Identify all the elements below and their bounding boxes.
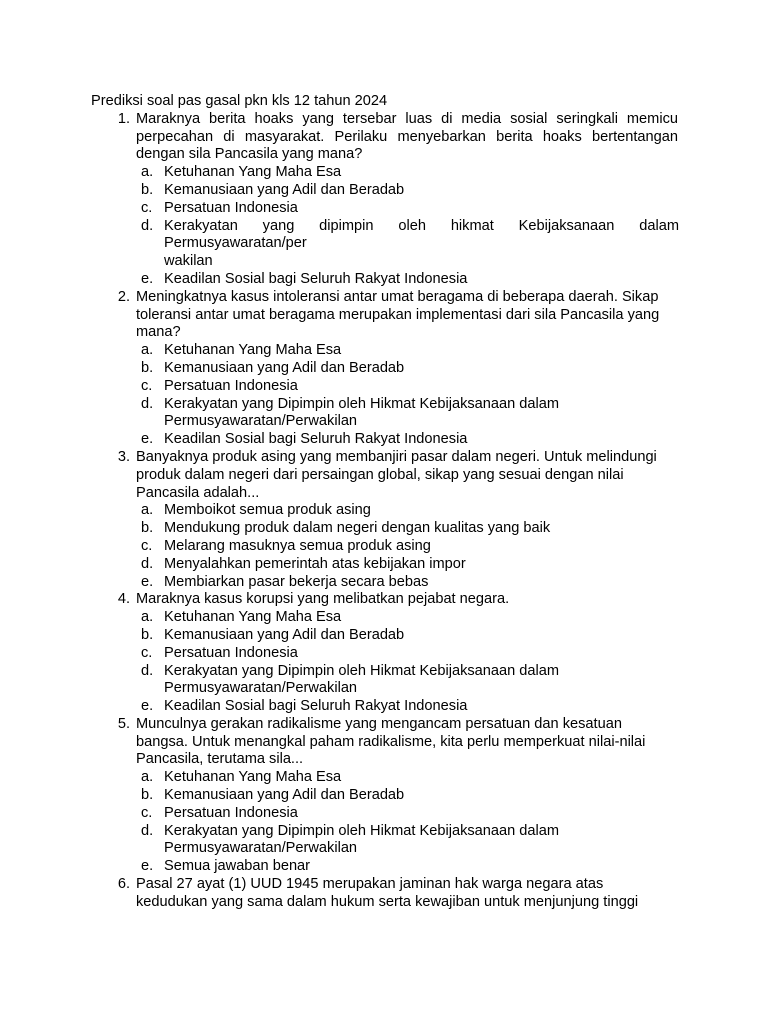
option-text: Persatuan Indonesia [164,377,298,394]
question-number: 5. [117,715,130,732]
option-b [136,787,679,805]
option-letter: e. [141,858,154,875]
option-b [136,520,679,538]
option-text: Melarang masuknya semua produk asing [164,537,431,554]
option-text: Kerakyatan yang Dipimpin oleh Hikmat Kebijaksanaan dalam Permusyawaratan/Perwakilan [164,822,560,857]
option-letter: e. [141,573,154,590]
option-letter: c. [141,377,153,394]
document-title: Prediksi soal pas gasal pkn kls 12 tahun 2024 [91,93,388,109]
option-text: Kerakyatan yang Dipimpin oleh Hikmat Kebijaksanaan dalam Permusyawaratan/Perwakilan [164,395,560,430]
question-number: 4. [117,591,130,608]
option-c [136,805,679,823]
question-number: 3. [117,448,130,465]
option-letter: a. [141,502,154,519]
option-letter: e. [141,270,154,287]
option-d [136,823,679,859]
option-letter: e. [141,431,154,448]
option-list [136,609,679,716]
option-e [136,858,679,876]
option-text: Persatuan Indonesia [164,644,298,661]
option-c [136,200,679,218]
option-d [136,663,679,699]
option-d [136,556,679,574]
option-letter: a. [141,342,154,359]
option-list [136,164,679,289]
question-6 [91,876,679,912]
option-a [136,609,679,627]
option-letter: b. [141,181,154,198]
option-letter: d. [141,555,154,572]
option-e [136,271,679,289]
option-text: Menyalahkan pemerintah atas kebijakan impor [164,555,466,572]
option-letter: c. [141,537,153,554]
option-text: Membiarkan pasar bekerja secara bebas [164,573,429,590]
option-b [136,360,679,378]
option-text: Persatuan Indonesia [164,804,298,821]
option-letter: b. [141,787,154,804]
option-letter: a. [141,769,154,786]
question-text: Meningkatnya kasus intoleransi antar umat beragama di beberapa daerah. Sikap toleransi antar umat beragama merupakan implementasi dari sila Pancasila yang mana? [136,288,660,341]
question-4 [91,591,679,716]
question-1 [91,111,679,289]
option-e [136,574,679,592]
question-number: 6. [117,876,130,893]
option-a [136,342,679,360]
option-text: Keadilan Sosial bagi Seluruh Rakyat Indonesia [164,431,468,448]
question-number: 1. [117,110,130,127]
option-c [136,538,679,556]
option-d [136,218,679,271]
option-letter: b. [141,359,154,376]
option-text: Kemanusiaan yang Adil dan Beradab [164,787,405,804]
question-text: Maraknya berita hoaks yang tersebar luas di media sosial seringkali memicu perpecahan di masyarakat. Perilaku menyebarkan berita hoaks bertentangan dengan sila Pancasila yang mana? [136,110,678,163]
option-letter: d. [141,217,154,234]
option-text: Kerakyatan yang Dipimpin oleh Hikmat Kebijaksanaan dalam Permusyawaratan/Perwakilan [164,662,560,697]
question-list [91,111,679,912]
option-letter: a. [141,609,154,626]
option-text: Ketuhanan Yang Maha Esa [164,342,342,359]
option-text: Ketuhanan Yang Maha Esa [164,769,342,786]
document-content [91,93,679,912]
option-text: Keadilan Sosial bagi Seluruh Rakyat Indonesia [164,698,468,715]
option-text: Persatuan Indonesia [164,199,298,216]
option-text: Semua jawaban benar [164,858,311,875]
option-text: Memboikot semua produk asing [164,502,371,519]
option-text: Mendukung produk dalam negeri dengan kualitas yang baik [164,520,551,537]
option-c [136,378,679,396]
option-e [136,698,679,716]
question-5 [91,716,679,876]
option-text: Ketuhanan Yang Maha Esa [164,609,342,626]
question-2 [91,289,679,449]
question-text: Banyaknya produk asing yang membanjiri pasar dalam negeri. Untuk melindungi produk dalam negeri dari persaingan global, sikap yang sesuai dengan nilai Pancasila adalah... [136,448,657,501]
option-letter: c. [141,199,153,216]
question-text: Pasal 27 ayat (1) UUD 1945 merupakan jaminan hak warga negara atas kedudukan yang sama dalam hukum serta kewajiban untuk menjunjung tinggi [136,876,639,910]
option-c [136,645,679,663]
option-list [136,342,679,449]
option-b [136,182,679,200]
option-text: Kemanusiaan yang Adil dan Beradab [164,626,405,643]
option-text-line-1: Kerakyatan yang dipimpin oleh hikmat Kebijaksanaan dalam [164,217,679,234]
question-3 [91,449,679,591]
option-letter: d. [141,662,154,679]
option-letter: c. [141,644,153,661]
option-d [136,396,679,432]
option-letter: e. [141,698,154,715]
option-letter: c. [141,804,153,821]
option-a [136,164,679,182]
option-a [136,769,679,787]
option-letter: b. [141,626,154,643]
question-number: 2. [117,288,130,305]
option-a [136,502,679,520]
option-text-line-2: Permusyawaratan/per [164,235,307,252]
option-letter: b. [141,520,154,537]
option-text-line-3: wakilan [164,253,213,270]
option-b [136,627,679,645]
option-list [136,502,679,591]
option-letter: d. [141,822,154,839]
option-list [136,769,679,876]
question-text: Maraknya kasus korupsi yang melibatkan pejabat negara. [136,591,510,608]
option-text: Kemanusiaan yang Adil dan Beradab [164,181,405,198]
option-letter: d. [141,395,154,412]
option-text: Kemanusiaan yang Adil dan Beradab [164,359,405,376]
option-letter: a. [141,164,154,181]
option-text: Keadilan Sosial bagi Seluruh Rakyat Indonesia [164,270,468,287]
option-e [136,431,679,449]
question-text: Munculnya gerakan radikalisme yang mengancam persatuan dan kesatuan bangsa. Untuk menangkal paham radikalisme, kita perlu memperkuat nilai-nilai Pancasila, terutama sila... [136,715,646,768]
option-text: Ketuhanan Yang Maha Esa [164,164,342,181]
